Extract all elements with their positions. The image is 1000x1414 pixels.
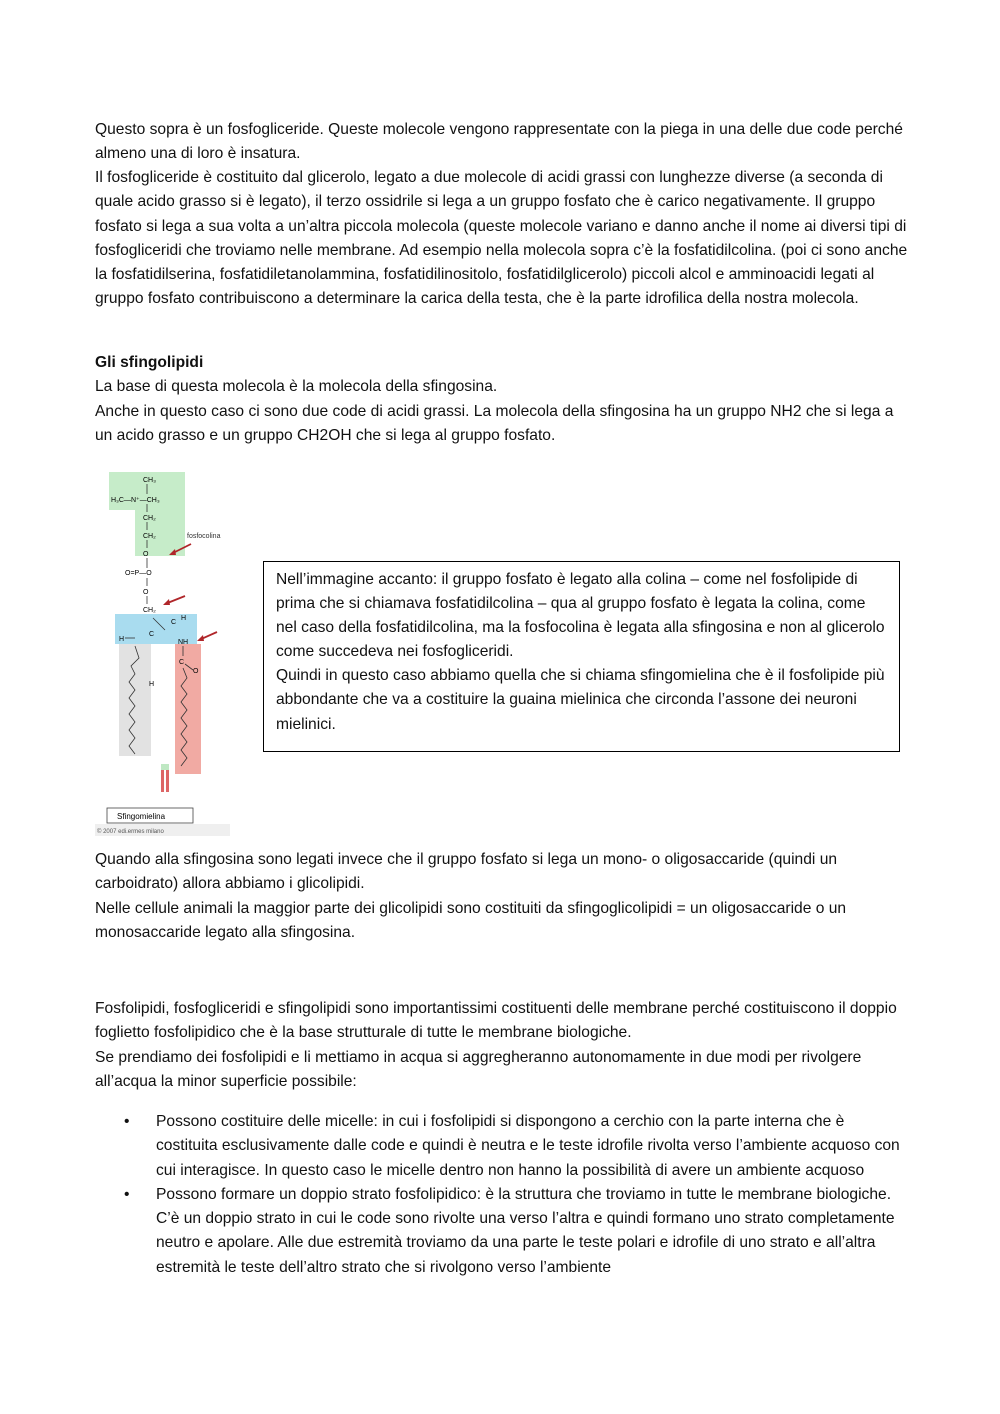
ch3-top-label: CH₃ bbox=[143, 477, 156, 484]
list-item-text: Possono costituire delle micelle: in cui i fosfolipidi si dispongono a cerchio con la parte interna che è costituita esclusivamente dalle code e quindi è neutra e le teste idrofile rivolta verso l’ambiente acquoso con cui interagisce. In questo caso le micelle dentro non hanno la possibilità di avere un ambiente acquoso bbox=[156, 1113, 900, 1179]
list-item bbox=[120, 1110, 910, 1183]
o-carbonyl-label: O bbox=[193, 668, 199, 675]
list-item-text: Possono formare un doppio strato fosfolipidico: è la struttura che troviamo in tutte le membrane biologiche. C’è un doppio strato in cui le code sono rivolte una verso l’altra e quindi formano uno strato completamente neutro e apolare. Alle due estremità troviamo da una parte le teste polari e idrofile di uno strato e all’altra estremità le teste dell’altro strato che si rivolgono verso l’ambiente bbox=[156, 1185, 895, 1276]
figure-caption: Sfingomielina bbox=[117, 812, 166, 821]
textbox-paragraph-2: Quindi in questo caso abbiamo quella che si chiama sfingomielina che è il fosfolipide più abbondante che va a costituire la guaina mielinica che circonda l’assone dei neuroni mielinici. bbox=[276, 667, 885, 733]
textbox-paragraph-1: Nell’immagine accanto: il gruppo fosfato è legato alla colina – come nel fosfolipide di prima che si chiamava fosfatidilcolina – qua al gruppo fosfato è legata la colina, come nel caso della fosfatidilcolina, ma la fosfocolina è legata alla sfingosina e non al glicerolo come succedeva nei fosfogliceridi. bbox=[276, 571, 885, 661]
n-group-label: H₃C—N⁺—CH₃ bbox=[111, 497, 160, 504]
o2-label: O bbox=[143, 589, 149, 596]
c-carbonyl-label: C bbox=[179, 659, 185, 666]
ch2-a-label: CH₂ bbox=[143, 515, 156, 522]
paragraph-aggregazione-acqua: Se prendiamo dei fosfolipidi e li mettiamo in acqua si aggregheranno autonomamente in due modi per rivolgere all’acqua la minor superficie possibile: bbox=[95, 1049, 862, 1091]
c-mid-label: C bbox=[149, 631, 155, 638]
nh-label: NH bbox=[178, 639, 189, 646]
c-right-label: C bbox=[171, 619, 177, 626]
section-heading-sfingolipidi: Gli sfingolipidi bbox=[95, 354, 204, 371]
sfingomielina-figure bbox=[95, 468, 230, 836]
h-left-label: H bbox=[119, 636, 125, 643]
sphingosine-tail-highlight bbox=[119, 644, 151, 756]
paragraph-membrane-costituenti: Fosfolipidi, fosfogliceridi e sfingolipidi sono importantissimi costituenti delle membrane perché costituiscono il doppio foglietto fosfolipidico che è la base strutturale di tutte le membrane biologiche. bbox=[95, 1000, 897, 1042]
paragraph-sfingosina-base: La base di questa molecola è la molecola della sfingosina. bbox=[95, 378, 498, 395]
phosphate-label: O=P—O bbox=[125, 570, 152, 577]
paragraph-glicolipidi: Quando alla sfingosina sono legati invece che il gruppo fosfato si lega un mono- o oligosaccaride (quindi un carboidrato) allora abbiamo i glicolipidi. bbox=[95, 851, 838, 893]
ch2-b-label: CH₂ bbox=[143, 533, 156, 540]
paragraph-fosfogliceride-description: Il fosfogliceride è costituito dal glicerolo, legato a due molecole di acidi grassi con lunghezze diverse (a seconda di quale acido grasso si è legato), il terzo ossidrile si lega a un gruppo fosfato che è carico negativamente. Il gruppo fosfato si lega a sua volta a un’altra piccola molecola (queste molecole variano e danno anche il nome ai diversi tipi di fosfogliceridi che troviamo nelle membrane. Ad esempio nella molecola sopra c’è la fosfatidilcolina. (poi ci sono anche la fosfatidilserina, fosfatidiletanolammina, fosfatidilinositolo, fosfatidilglicerolo) piccoli alcol e amminoacidi legati al gruppo fosfato contribuiscono a determinare la carica della testa, che è la parte idrofilica della nostra molecola. bbox=[95, 169, 908, 308]
bullet-icon: • bbox=[124, 1113, 130, 1130]
sfingomielina-diagram bbox=[95, 468, 230, 836]
fosfocolina-label: fosfocolina bbox=[187, 533, 221, 540]
o1-label: O bbox=[143, 551, 149, 558]
h-right-label: H bbox=[181, 615, 187, 622]
bullet-icon: • bbox=[124, 1185, 130, 1203]
list-item bbox=[120, 1183, 910, 1280]
bullet-list bbox=[120, 1110, 910, 1280]
paragraph-sfingosina-code: Anche in questo caso ci sono due code di acidi grassi. La molecola della sfingosina ha un gruppo NH2 che si lega a un acido grasso e un gruppo CH2OH che si lega al gruppo fosfato. bbox=[95, 403, 894, 445]
paragraph-sfingoglicolipidi: Nelle cellule animali la maggior parte dei glicolipidi sono costituiti da sfingoglicolipidi = un oligosaccaride o un monosaccaride legato alla sfingosina. bbox=[95, 900, 847, 942]
paragraph-fosfogliceride: Questo sopra è un fosfogliceride. Queste molecole vengono rappresentate con la piega in una delle due code perché almeno una di loro è insatura. bbox=[95, 121, 903, 163]
h-lower-label: H bbox=[149, 681, 155, 688]
membrane-symbol-head bbox=[161, 764, 169, 770]
figure-copyright: © 2007 edi.ermes milano bbox=[97, 829, 164, 835]
sfingomielina-textbox bbox=[263, 561, 900, 752]
ch2-c-label: CH₂ bbox=[143, 607, 156, 614]
